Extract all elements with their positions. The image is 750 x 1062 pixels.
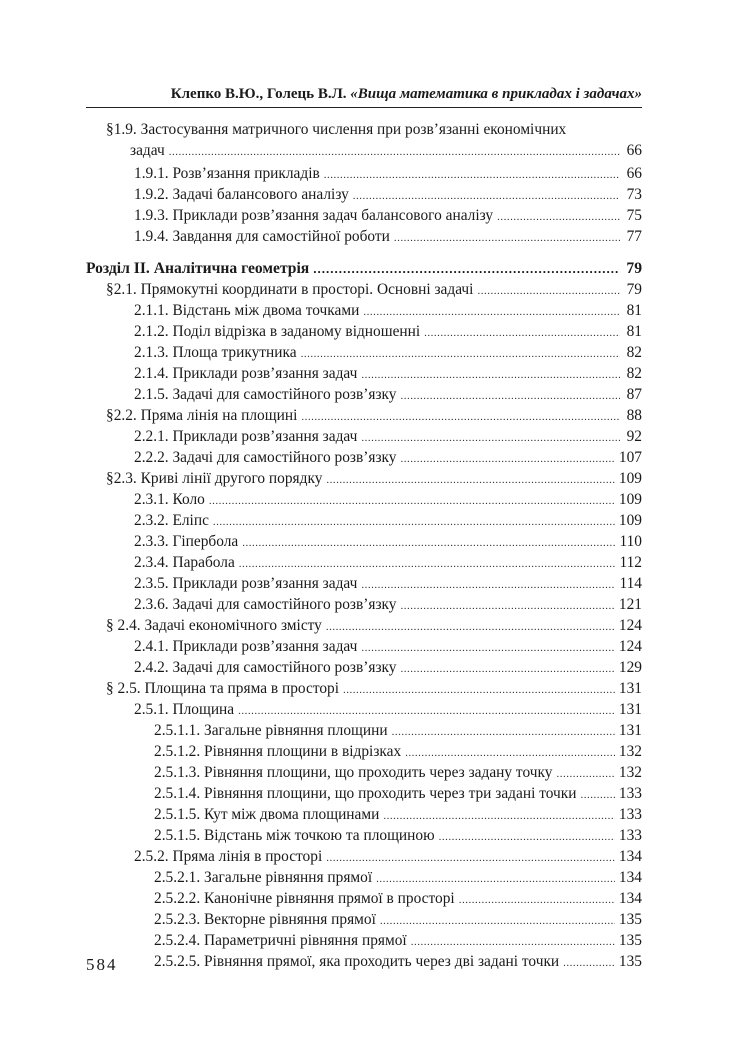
- toc-entry-page: 109: [618, 512, 642, 529]
- toc-entry-title: 2.1.1. Відстань між двома точками: [134, 302, 360, 319]
- toc-entry: [86, 226, 642, 247]
- toc-entry: [86, 321, 642, 342]
- dot-leader: [380, 911, 615, 932]
- toc-entry-page: 81: [626, 323, 642, 340]
- toc-entry-page: 131: [618, 680, 642, 697]
- dot-leader: [242, 533, 615, 554]
- toc-entry: [86, 867, 642, 888]
- dot-leader: [563, 953, 615, 974]
- toc-entry-title: § 2.5. Площина та пряма в просторі: [106, 680, 340, 697]
- toc-entry: [86, 741, 642, 762]
- toc-entry-page: 82: [626, 344, 642, 361]
- toc-entry: [86, 300, 642, 321]
- toc-entry-page: 73: [626, 186, 642, 203]
- toc-entry-title: 2.5.1.5. Відстань між точкою та площиною: [154, 827, 435, 844]
- toc-entry-page: 81: [626, 302, 642, 319]
- page-number: 584: [86, 955, 118, 974]
- toc-entry-page: 132: [618, 764, 642, 781]
- toc-entry-page: 66: [626, 165, 642, 182]
- dot-leader: [361, 638, 615, 659]
- toc-entry: [86, 552, 642, 573]
- dot-leader: [353, 186, 620, 207]
- toc-entry: [86, 720, 642, 741]
- toc-entry: [86, 489, 642, 510]
- toc-entry-title: 2.4.1. Приклади розв’язання задач: [134, 638, 358, 655]
- dot-leader: [556, 764, 614, 785]
- dot-leader: [459, 890, 615, 911]
- toc-entry-page: 77: [626, 228, 642, 245]
- toc-entry-title: §1.9. Застосування матричного числення при розв’язанні економічних: [106, 121, 567, 138]
- header-book-title: «Вища математика в прикладах і задачах»: [350, 86, 642, 102]
- dot-leader: [383, 806, 615, 827]
- toc-entry-page: 87: [626, 386, 642, 403]
- toc-entry-title: Розділ ІІ. Аналітична геометрія: [86, 260, 310, 277]
- toc-entry: [86, 930, 642, 951]
- table-of-contents: [86, 119, 642, 972]
- toc-entry: [86, 888, 642, 909]
- toc-entry-page: 79: [626, 260, 642, 277]
- dot-leader: [239, 554, 616, 575]
- toc-entry: [86, 699, 642, 720]
- toc-entry: [86, 825, 642, 846]
- toc-entry: [86, 615, 642, 636]
- toc-entry-page: 134: [618, 848, 642, 865]
- toc-entry-title: 2.5.2.4. Параметричні рівняння прямої: [154, 932, 407, 949]
- toc-entry-page: 114: [619, 575, 642, 592]
- toc-entry: [86, 279, 642, 300]
- toc-entry-title: 2.1.4. Приклади розв’язання задач: [134, 365, 358, 382]
- toc-entry-title: 2.4.2. Задачі для самостійного розв’язку: [134, 659, 397, 676]
- dot-leader: [424, 323, 620, 344]
- toc-entry-page: 124: [618, 638, 642, 655]
- toc-entry-page: 135: [618, 932, 642, 949]
- toc-entry: [86, 510, 642, 531]
- toc-entry-page: 109: [618, 470, 642, 487]
- dot-leader: [439, 827, 615, 848]
- toc-entry-title: 1.9.2. Задачі балансового аналізу: [134, 186, 349, 203]
- toc-entry: [86, 342, 642, 363]
- toc-entry: [86, 468, 642, 489]
- toc-entry-title: 2.5.1. Площина: [134, 701, 235, 718]
- toc-entry-page: 132: [618, 743, 642, 760]
- toc-entry: [86, 594, 642, 615]
- toc-entry: [86, 205, 642, 226]
- toc-entry-title: 2.5.1.4. Рівняння площини, що проходить через три задані точки: [154, 785, 577, 802]
- toc-entry-title: 2.1.5. Задачі для самостійного розв’язку: [134, 386, 397, 403]
- toc-entry-page: 112: [619, 554, 642, 571]
- dot-leader: [326, 470, 614, 491]
- toc-entry: [86, 384, 642, 405]
- toc-entry-page: 129: [618, 659, 642, 676]
- toc-entry-title: 2.3.1. Коло: [134, 491, 205, 508]
- dot-leader: [497, 207, 620, 228]
- toc-entry-page: 131: [618, 722, 642, 739]
- toc-entry-page: 79: [626, 281, 642, 298]
- toc-entry-page: 133: [618, 827, 642, 844]
- dot-leader: [394, 228, 620, 249]
- toc-entry-title: задач: [130, 142, 165, 159]
- dot-leader: [363, 302, 620, 323]
- toc-entry-title: 2.3.6. Задачі для самостійного розв’язку: [134, 596, 397, 613]
- toc-entry-title: 2.3.5. Приклади розв’язання задач: [134, 575, 358, 592]
- toc-entry-page: 66: [626, 142, 642, 159]
- toc-entry-title: §2.2. Пряма лінія на площині: [106, 407, 298, 424]
- toc-entry-title: 2.5.1.3. Рівняння площини, що проходить через задану точку: [154, 764, 553, 781]
- toc-entry: [86, 678, 642, 699]
- toc-entry: [86, 363, 642, 384]
- toc-entry-page: 135: [618, 911, 642, 928]
- toc-entry-title: 2.3.4. Парабола: [134, 554, 235, 571]
- toc-entry-page: 92: [626, 428, 642, 445]
- toc-entry-page: 88: [626, 407, 642, 424]
- dot-leader: [400, 386, 620, 407]
- toc-entry: [86, 573, 642, 594]
- toc-entry: [86, 258, 642, 279]
- dot-leader: [411, 932, 615, 953]
- toc-entry-title: 2.1.3. Площа трикутника: [134, 344, 297, 361]
- dot-leader: [343, 680, 615, 701]
- toc-entry: [86, 426, 642, 447]
- toc-entry: [86, 804, 642, 825]
- dot-leader: [400, 659, 614, 680]
- toc-entry-page: 75: [626, 207, 642, 224]
- toc-entry-title: 2.5.1.2. Рівняння площини в відрізках: [154, 743, 402, 760]
- dot-leader: [405, 743, 615, 764]
- dot-leader: [392, 722, 615, 743]
- toc-entry-title: 2.1.2. Поділ відрізка в заданому відношенні: [134, 323, 421, 340]
- header-rule: [86, 107, 642, 108]
- toc-entry-title: 2.5.1.5. Кут між двома площинами: [154, 806, 380, 823]
- toc-entry: [86, 846, 642, 867]
- dot-leader: [209, 491, 615, 512]
- toc-entry: [86, 163, 642, 184]
- toc-entry-title: 1.9.3. Приклади розв’язання задач балансового аналізу: [134, 207, 494, 224]
- toc-entry-page: 131: [618, 701, 642, 718]
- toc-entry: [86, 783, 642, 804]
- dot-leader: [400, 596, 614, 617]
- toc-entry-page: 135: [618, 953, 642, 970]
- dot-leader: [326, 617, 615, 638]
- toc-entry-page: 134: [618, 869, 642, 886]
- toc-entry: [86, 405, 642, 426]
- header-authors: Клепко В.Ю., Голець В.Л.: [170, 86, 347, 102]
- dot-leader: [301, 344, 620, 365]
- dot-leader: [324, 165, 620, 186]
- toc-entry-title: 1.9.1. Розв’язання прикладів: [134, 165, 320, 182]
- dot-leader: [361, 428, 620, 449]
- toc-entry-page: 109: [618, 491, 642, 508]
- toc-entry-title: 2.2.1. Приклади розв’язання задач: [134, 428, 358, 445]
- toc-entry-title: 2.5.2.2. Канонічне рівняння прямої в просторі: [154, 890, 455, 907]
- toc-entry-title: § 2.4. Задачі економічного змісту: [106, 617, 322, 634]
- toc-entry-title: 2.5.2. Пряма лінія в просторі: [134, 848, 323, 865]
- dot-leader: [477, 281, 620, 302]
- dot-leader: [313, 258, 620, 279]
- toc-entry-title: 1.9.4. Завдання для самостійної роботи: [134, 228, 390, 245]
- toc-entry-page: 107: [618, 449, 642, 466]
- toc-entry-title: 2.5.1.1. Загальне рівняння площини: [154, 722, 388, 739]
- toc-entry-title: 2.3.3. Гіпербола: [134, 533, 239, 550]
- toc-entry: [86, 119, 642, 163]
- toc-entry-title: 2.5.2.3. Векторне рівняння прямої: [154, 911, 376, 928]
- toc-entry-title: 2.3.2. Еліпс: [134, 512, 209, 529]
- toc-entry: [86, 531, 642, 552]
- toc-entry: [86, 184, 642, 205]
- toc-entry-title: §2.3. Криві лінії другого порядку: [106, 470, 323, 487]
- toc-entry: [86, 909, 642, 930]
- dot-leader: [361, 365, 620, 386]
- toc-entry-title: §2.1. Прямокутні координати в просторі. Основні задачі: [106, 281, 474, 298]
- toc-entry: [86, 636, 642, 657]
- toc-entry-page: 124: [618, 617, 642, 634]
- running-header: [86, 86, 642, 103]
- dot-leader: [400, 449, 614, 470]
- toc-entry-title: 2.2.2. Задачі для самостійного розв’язку: [134, 449, 397, 466]
- dot-leader: [301, 407, 620, 428]
- toc-entry-title: 2.5.2.5. Рівняння прямої, яка проходить через дві задані точки: [154, 953, 560, 970]
- toc-entry-page: 133: [618, 806, 642, 823]
- toc-entry-page: 134: [618, 890, 642, 907]
- dot-leader: [326, 848, 615, 869]
- toc-entry-title: 2.5.2.1. Загальне рівняння прямої: [154, 869, 373, 886]
- toc-entry-page: 110: [619, 533, 642, 550]
- dot-leader: [580, 785, 614, 806]
- toc-entry: [86, 951, 642, 972]
- toc-entry-page: 82: [626, 365, 642, 382]
- toc-entry-page: 121: [618, 596, 642, 613]
- dot-leader: [361, 575, 615, 596]
- toc-entry: [86, 657, 642, 678]
- toc-entry: [86, 762, 642, 783]
- dot-leader: [169, 142, 620, 163]
- dot-leader: [213, 512, 615, 533]
- toc-entry-page: 133: [618, 785, 642, 802]
- dot-leader: [376, 869, 615, 890]
- dot-leader: [238, 701, 615, 722]
- toc-entry: [86, 447, 642, 468]
